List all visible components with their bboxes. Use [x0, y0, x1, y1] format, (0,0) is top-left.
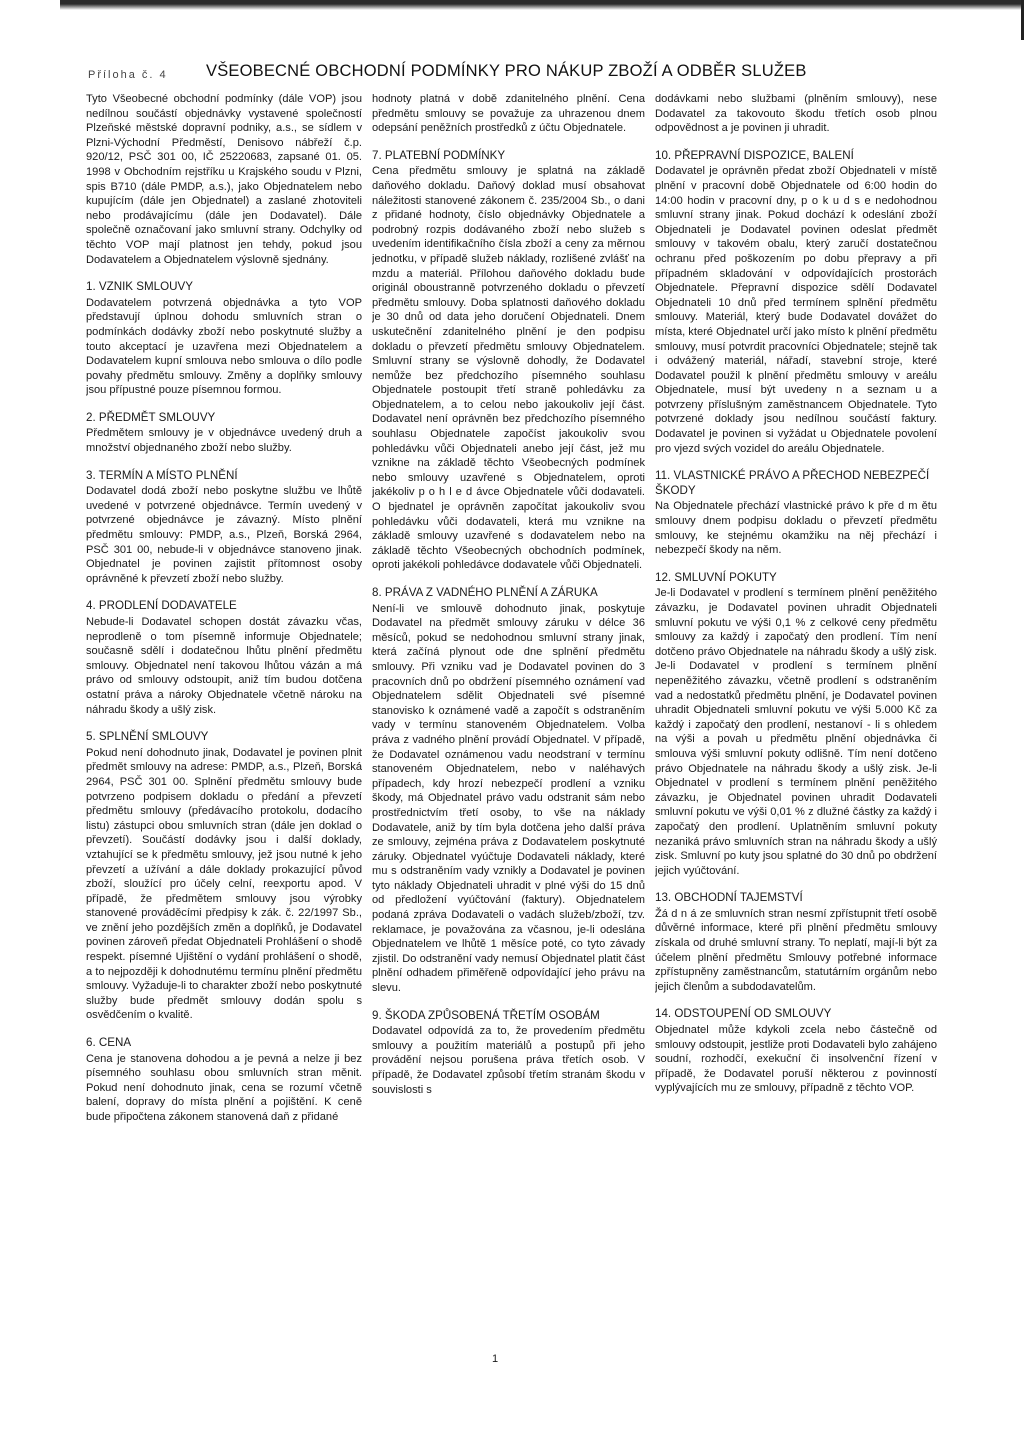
section-body: Cena předmětu smlouvy je splatná na základě daňového dokladu. Daňový doklad musí obsahovat náležitosti stanovené zákonem č. 235/2004 Sb., o dani z přidané hodnoty, číslo objednávky Objednatele a podrobný rozpis dodávaného zboží nebo služeb s uvedením identifikačního čísla zboží a ceny za měrnou jednotku, v případě služeb náklady, rozlišené zvlášť na mzdu a materiál. Přílohou daňového dokladu bude originál oboustranně potvrzeného dokladu o převzetí předmětu smlouvy. Doba splatnosti daňového dokladu je 30 dnů od data jeho doručení Objednateli. Dnem uskutečnění zdanitelného plnění je den podpisu dokladu o převzetí předmětu smlouvy Objednatelem. Smluvní strany se výslovně dohodly, že Dodavatel nemůže bez předchozího písemného souhlasu Objednatele postoupit třetí straně pohledávku za Objednatelem, a to celou nebo jakoukoliv její část. Dodavatel není oprávněn bez předchozího písemného souhlasu Objednatele započíst jakoukoliv svou pohledávku vůči Objednateli anebo její část, jež mu vznikne na základě těchto Všeobecných podmínek nebo smlouvy uzavřené s Objednatelem, oproti jakékoliv p o h l e d ávce Objednatele vůči dodavateli. O bjednatel je oprávněn započítat jakoukoliv svou pohledávku vůči dodavateli, která mu vznikne na základě smlouvy uzavřené s dodavatelem nebo na základě těchto Všeobecných obchodních podmínek, oproti jakékoli pohledávce dodavatele vůči Objednateli.: [372, 165, 645, 572]
section-body: Předmětem smlouvy je v objednávce uvedený druh a množství objednaného zboží nebo služby.: [86, 427, 362, 455]
section: [655, 92, 937, 136]
section: [655, 1007, 937, 1096]
section-heading: 4. PRODLENÍ DODAVATELE: [86, 599, 237, 613]
page-number: 1: [492, 1353, 499, 1365]
section: [372, 149, 645, 573]
section-body: Je-li Dodavatel v prodlení s termínem plnění peněžitého závazku, je Dodavatel povinen uhradit Objednateli smluvní pokutu ve výši 0,1 % z celkové ceny předmětu smlouvy za každý i započatý den prodlení. Tím není dotčeno právo Objednatele na náhradu škody a ušlý zisk. Je-li Dodavatel v prodlení s termínem plnění nepeněžitého závazku, včetně prodlení s odstraněním vad a nedostatků předmětu plnění, je Dodavatel povinen uhradit Objednateli smluvní pokutu ve výši 5.000 Kč za každý i započatý den prodlení, nestanoví - li s ohledem na výši a povah u předmětu plnění objednávka či smlouva výši smluvní pokuty odlišně. Tím není dotčeno právo Objednatele na náhradu škody a ušlý zisk. Je-li Objednatel v prodlení s termínem plnění peněžitého závazku, je Objednatel povinen uhradit Dodavateli smluvní pokutu ve výši 0,01 % z dlužné částky za každý i započatý den prodlení. Uplatněním smluvní pokuty nezaniká právo smluvních stran na náhradu škody a ušlý zisk. Smluvní po kuty jsou splatné do 30 dnů po obdržení jejich vyúčtování.: [655, 587, 937, 877]
document-title: VŠEOBECNÉ OBCHODNÍ PODMÍNKY PRO NÁKUP ZBOŽÍ A ODBĚR SLUŽEB: [206, 62, 807, 80]
text-columns: [86, 92, 1006, 1412]
section-body: Dodavatel je oprávněn předat zboží Objednateli v místě plnění v pracovní době Objednatele od 6:00 hodin do 14:00 hodin v pracovní dny, p o k u d s e nedohodnou smluvní strany jinak. Pokud dochází k odeslání zboží Objednateli je Dodavatel povinen odeslat předmět smlouvy v takovém obalu, který zaručí dostatečnou ochranu před poškozením po dobu přepravy a při případném skladování v odpovídajících prostorách Objednatele. Přepravní dispozice sdělí Dodavatel Objednateli 10 dnů před termínem splnění předmětu smlouvy. Materiál, který bude Dodavatel dovážet do místa, které Objednatel určí jako místo k plnění předmětu smlouvy, musí potvrdit pracovníci Objednatele; stejně tak i odvážený materiál, nářadí, stavební stroje, které Dodavatel použil k plnění předmětu smlouvy v areálu Objednatele, musí být uvedeny n a seznam u a potvrzeny příslušným zaměstnancem Objednatele. Tyto potvrzené doklady jsou nedílnou součástí faktury. Dodavatel je povinen si vyžádat u Objednatele povolení pro vjezd svých vozidel do areálu Objednatele.: [655, 165, 937, 455]
section-heading: 1. VZNIK SMLOUVY: [86, 280, 193, 294]
appendix-label: Příloha č. 4: [88, 69, 168, 81]
section: [655, 469, 937, 558]
section-heading: 8. PRÁVA Z VADNÉHO PLNĚNÍ A ZÁRUKA: [372, 586, 598, 599]
section-heading: 14. ODSTOUPENÍ OD SMLOUVY: [655, 1007, 832, 1021]
section-body: Není-li ve smlouvě dohodnuto jinak, poskytuje Dodavatel na předmět smlouvy záruku v délce 36 měsíců, pokud se nedohodnou smluvní strany jinak, která začíná plynout ode dne splnění předmětu smlouvy. Při vzniku vad je Dodavatel povinen do 3 pracovních dnů po obdržení písemného oznámení vad Objednatelem sdělit Objednateli své písemné stanovisko k oznámené vadě a započít s odstraněním vady v termínu stanoveném Objednatelem. Volba práva z vadného plnění provádí Objednatel. V případě, že Dodavatel oznámenou vadu neodstraní v termínu stanoveném Objednatelem, nebo v naléhavých případech, kdy hrozí nebezpečí prodlení a vzniku škody, má Objednatel právo vadu odstranit sám nebo prostřednictvím třetí osoby, to vše na náklady Dodavatele, aniž by tím byla dotčena jeho další práva ze smlouvy, zejména práva z Dodavatelem poskytnuté záruky. Objednatel vyúčtuje Dodavateli náklady, které mu s odstraněním vady vznikly a Dodavatel je povinen tyto náklady Objednateli uhradit v plné výši do 15 dnů od předložení vyúčtování (faktury). Objednatelem podaná zpráva Dodavateli o vadách služeb/zboží, tzv. reklamace, je považována za včasnou, je-li odeslána Objednatelem ve lhůtě 1 měsíce poté, co tyto závady zjistil. Do odstranění vady nemusí Objednatel platit část plnění odhadem přiměřeně odpovídající jeho právu na slevu.: [372, 602, 645, 995]
section-body: Nebude-li Dodavatel schopen dostát závazku včas, neprodleně o tom písemně informuje Objednatele; současně sdělí i dodatečnou lhůtu plnění předmětu smlouvy. Objednatel není takovou lhůtou vázán a má právo od smlouvy odstoupit, aniž tím budou dotčena ostatní práva a nároky Objednatele včetně nároku na náhradu škody a ušlý zisk.: [86, 616, 362, 716]
section-body: Pokud není dohodnuto jinak, Dodavatel je povinen plnit předmět smlouvy na adrese: PMDP, a.s., Plzeň, Borská 2964, PSČ 301 00. Splnění předmětu smlouvy bude potvrzeno podpisem dokladu o předání a převzetí předmětu smlouvy (předávacího protokolu, dodacího listu) zástupci obou smluvních stran (dále jen doklad o převzetí). Součástí dodávky jsou i další doklady, vztahující se k předmětu smlouvy, jež jsou nutné k jeho převzetí a užívání a dále doklady prokazující původ zboží, sloužící pro účely celní, reexportu apod. V případě, že předmětem smlouvy jsou výrobky stanovené prováděcími předpisy k zák. č. 22/1997 Sb., ve znění jeho pozdějších změn a doplňků, je Dodavatel povinen zároveň předat Objednateli Prohlášení o shodě respekt. písemné Ujištění o vydání prohlášení o shodě, a to nejpozději k dohodnutému termínu plnění předmětu smlouvy. Vyžaduje-li to charakter zboží nebo poskytnuté služby bude předmět smlouvy dodán spolu s osvědčením o kvalitě.: [86, 746, 362, 1022]
section-body: Objednatel může kdykoli zcela nebo částečně od smlouvy odstoupit, jestliže proti Dodavateli bylo zahájeno soudní, rozhodčí, exekuční či insolvenční řízení v případě, že Dodavatel poruší některou z povinností vyplývajících mu ze smlouvy, případně z těchto VOP.: [655, 1024, 937, 1095]
section: [372, 1009, 645, 1098]
section: [86, 1036, 362, 1125]
section-body: Dodavatelem potvrzená objednávka a tyto VOP představují úplnou dohodu smluvních stran o podmínkách dodávky zboží nebo poskytnuté služby a touto akceptací je uzavřena mezi Objednatelem a Dodavatelem kupní smlouva nebo smlouva o dílo podle povahy předmětu smlouvy. Změny a doplňky smlouvy jsou přípustné pouze písemnou formou.: [86, 296, 362, 397]
section: [86, 92, 362, 267]
section-heading: 12. SMLUVNÍ POKUTY: [655, 570, 777, 584]
scan-edge-shadow: [60, 0, 1024, 10]
column-1: [86, 92, 362, 1412]
section-heading: 6. CENA: [86, 1036, 132, 1050]
section-body: Na Objednatele přechází vlastnické právo k pře d m ětu smlouvy dnem podpisu dokladu o převzetí předmětu smlouvy, ke stejnému okamžiku na něj přechází i nebezpečí škody na něm.: [655, 500, 937, 557]
section-body: hodnoty platná v době zdanitelného plnění. Cena předmětu smlouvy se považuje za uhrazenou dnem odepsání peněžních prostředků z účtu Objednatele.: [372, 93, 645, 135]
section-body: Žá d n á ze smluvních stran nesmí zpřístupnit třetí osobě důvěrné informace, které při plnění předmětu smlouvy získala od druhé smluvní strany. To neplatí, mají-li být za účelem plnění předmětu Smlouvy potřebné informace zpřístupněny zaměstnancům, statutárním orgánům nebo jejich členům a subdodavatelům.: [655, 907, 937, 993]
section: [86, 599, 362, 717]
section-heading: 13. OBCHODNÍ TAJEMSTVÍ: [655, 891, 803, 905]
column-3: [655, 92, 937, 1412]
section: [655, 891, 937, 994]
section-body: Dodavatel odpovídá za to, že provedením předmětu smlouvy a použitím materiálů a postupů při jeho provádění nejsou porušena práva třetích osob. V případě, že Dodavatel způsobí třetím stranám škodu v souvislosti s: [372, 1025, 645, 1096]
document-header: [88, 62, 1004, 90]
section-body: dodávkami nebo službami (plněním smlouvy), nese Dodavatel za takovouto škodu třetích osob plnou odpovědnost a je povinen ji uhradit.: [655, 93, 937, 135]
section-heading: 7. PLATEBNÍ PODMÍNKY: [372, 148, 506, 162]
section-heading: 3. TERMÍN A MÍSTO PLNĚNÍ: [86, 468, 238, 482]
column-2: [372, 92, 645, 1412]
section: [86, 469, 362, 587]
section: [372, 586, 645, 996]
section: [655, 571, 937, 878]
section: [372, 92, 645, 136]
section-body: Tyto Všeobecné obchodní podmínky (dále VOP) jsou nedílnou součástí objednávky vystavené společností Plzeňské městské dopravní podniky, a.s., se sídlem v Plzni-Východní Předměstí, Denisovo nábřeží č.p. 920/12, PSČ 301 00, IČ 25220683, zapsané 01. 05. 1998 v Obchodním rejstříku u Krajského soudu v Plzni, spis B710 (dále PMDP, a.s.), jako Objednatelem nebo kupujícím (dále jen Objednatel) a zaslané zhotoviteli nebo prodávajícímu (dále jen Dodavatel). Dále společně označovaní jako smluvní strany. Odchylky od těchto VOP mají platnost jen tehdy, pokud jsou Dodavatelem a Objednatelem výslovně sjednány.: [86, 93, 362, 266]
section-body: Dodavatel dodá zboží nebo poskytne službu ve lhůtě uvedené v potvrzené objednávce. Termín uvedený v potvrzené objednávce je závazný. Místo plnění předmětu smlouvy: PMDP, a.s., Plzeň, Borská 2964, PSČ 301 00, nebude-li v objednávce stanoveno jinak. Objednatel je povinen zajistit přítomnost osoby oprávněné k převzetí zboží nebo služby.: [86, 485, 362, 585]
section: [86, 280, 362, 398]
section-heading: 5. SPLNĚNÍ SMLOUVY: [86, 730, 209, 744]
section-heading: 2. PŘEDMĚT SMLOUVY: [86, 410, 216, 424]
section: [655, 149, 937, 456]
section-heading: 11. VLASTNICKÉ PRÁVO A PŘECHOD NEBEZPEČÍ ŠKODY: [655, 469, 930, 497]
section-body: Cena je stanovena dohodou a je pevná a nelze ji bez písemného souhlasu obou smluvních stran měnit. Pokud není dohodnuto jinak, cena se rozumí včetně balení, dopravy do místa plnění a pojištění. K ceně bude připočtena zákonem stanovená daň z přidané: [86, 1052, 362, 1123]
section: [86, 411, 362, 456]
section-heading: 9. ŠKODA ZPŮSOBENÁ TŘETÍM OSOBÁM: [372, 1008, 600, 1022]
section: [86, 730, 362, 1023]
section-heading: 10. PŘEPRAVNÍ DISPOZICE, BALENÍ: [655, 148, 854, 162]
